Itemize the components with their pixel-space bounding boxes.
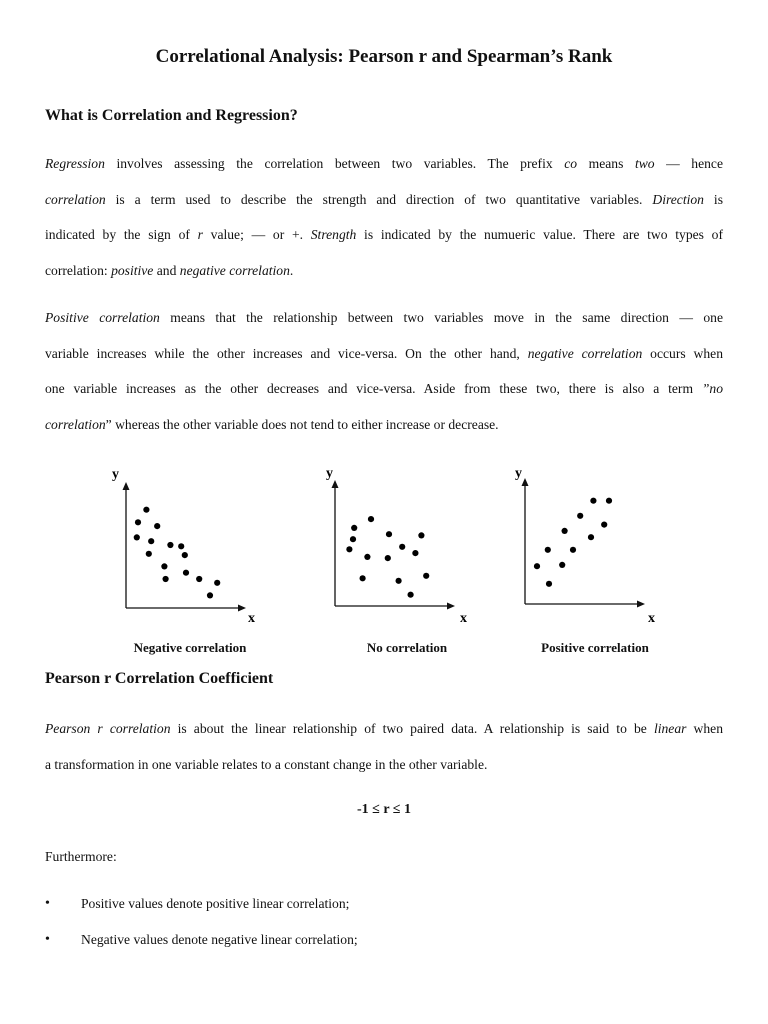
y-axis-label: y <box>326 466 333 481</box>
scatter-point <box>412 550 418 556</box>
scatter-point <box>534 563 540 569</box>
scatter-point <box>351 525 357 531</box>
paragraph-line: Furthermore: <box>45 849 117 864</box>
scatter-point <box>360 575 366 581</box>
scatter-point <box>418 532 424 538</box>
scatter-point <box>385 555 391 561</box>
bullet-marker: • <box>45 896 50 911</box>
scatter-point <box>154 523 160 529</box>
scatter-point <box>135 519 141 525</box>
scatter-point <box>350 536 356 542</box>
scatter-point <box>559 562 565 568</box>
scatter-point <box>601 522 607 528</box>
page-title: Correlational Analysis: Pearson r and Spearman’s Rank <box>155 46 613 67</box>
scatter-point <box>182 552 188 558</box>
pearson-range-formula: -1 ≤ r ≤ 1 <box>357 802 411 817</box>
y-axis-arrow-icon <box>332 480 339 488</box>
paragraph-pearson <box>45 711 723 782</box>
paragraph-line: Pearson r correlation is about the linear relationship of two paired data. A relationship is said to be linear when <box>45 721 723 736</box>
scatter-point <box>143 507 149 513</box>
y-axis-arrow-icon <box>123 482 130 490</box>
scatter-point <box>346 546 352 552</box>
scatter-point <box>562 528 568 534</box>
bullet-marker: • <box>45 932 50 947</box>
x-axis-arrow-icon <box>447 603 455 610</box>
scatter-point <box>167 542 173 548</box>
x-axis-arrow-icon <box>238 605 246 612</box>
scatter-point <box>577 513 583 519</box>
scatter-point <box>570 547 576 553</box>
scatter-point <box>423 573 429 579</box>
y-axis-label: y <box>515 466 522 481</box>
scatter-point <box>386 531 392 537</box>
scatter-point <box>214 580 220 586</box>
scatter-point <box>408 592 414 598</box>
bullet-text: Positive values denote positive linear correlation; <box>81 896 350 911</box>
section-heading-pearson: Pearson r Correlation Coefficient <box>45 670 274 687</box>
x-axis-arrow-icon <box>637 601 645 608</box>
scatter-point <box>588 534 594 540</box>
scatter-point <box>207 592 213 598</box>
caption-negative-correlation: Negative correlation <box>133 640 247 655</box>
scatter-point <box>590 498 596 504</box>
scatter-point <box>368 516 374 522</box>
x-axis-label: x <box>648 611 655 626</box>
y-axis-label: y <box>112 467 119 482</box>
scatter-point <box>606 498 612 504</box>
scatter-point <box>134 534 140 540</box>
y-axis-arrow-icon <box>522 478 529 486</box>
scatter-point <box>146 551 152 557</box>
paragraph-line: Regression involves assessing the correlation between two variables. The prefix co means two — hence <box>45 156 724 171</box>
section-heading-correlation-regression: What is Correlation and Regression? <box>45 107 298 124</box>
x-axis-label: x <box>460 611 467 626</box>
paragraph-line: correlation” whereas the other variable does not tend to either increase or decrease. <box>45 417 499 433</box>
scatter-point <box>163 576 169 582</box>
paragraph-line: Positive correlation means that the relationship between two variables move in the same direction — one <box>45 310 723 325</box>
paragraph-line: a transformation in one variable relates to a constant change in the other variable. <box>45 756 488 772</box>
x-axis-label: x <box>248 611 255 626</box>
paragraph-line: variable increases while the other increases and vice-versa. On the other hand, negative correlation occurs when <box>45 345 723 361</box>
scatter-point <box>148 538 154 544</box>
paragraph-line: correlation is a term used to describe the strength and direction of two quantitative variables. Direction is <box>45 191 723 207</box>
caption-positive-correlation: Positive correlation <box>541 640 649 655</box>
scatter-point <box>399 544 405 550</box>
paragraph-line: correlation: positive and negative correlation. <box>45 263 294 279</box>
paragraph-line: one variable increases as the other decreases and vice-versa. Aside from these two, there is also a term ”no <box>45 381 723 397</box>
scatter-point <box>545 547 551 553</box>
paragraph-line: indicated by the sign of r value; — or +. Strength is indicated by the numueric value. There are two types of <box>45 227 723 243</box>
scatter-point <box>161 563 167 569</box>
scatter-point <box>396 578 402 584</box>
scatter-point <box>183 570 189 576</box>
scatter-point <box>546 581 552 587</box>
scatter-point <box>178 543 184 549</box>
bullet-text: Negative values denote negative linear correlation; <box>81 932 358 947</box>
furthermore-text <box>45 839 723 875</box>
scatter-point <box>196 576 202 582</box>
scatter-point <box>364 554 370 560</box>
caption-no-correlation: No correlation <box>366 640 448 655</box>
